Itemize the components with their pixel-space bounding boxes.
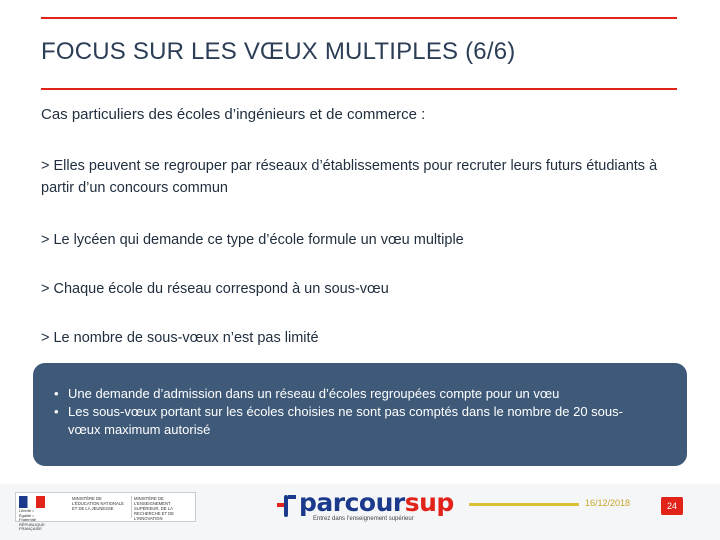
chevron-icon: >: [41, 330, 50, 346]
slide-date: 16/12/2018: [585, 498, 631, 508]
chevron-icon: >: [41, 232, 50, 248]
slide-title: FOCUS SUR LES VŒUX MULTIPLES (6/6): [41, 38, 516, 65]
logo-part-2: sup: [404, 488, 454, 517]
parcoursup-mark-icon: [277, 495, 297, 517]
highlight-box: [33, 363, 687, 466]
point-4: [41, 327, 691, 349]
point-2-text: Le lycéen qui demande ce type d’école formule un vœu multiple: [53, 232, 464, 248]
marianne-logo: [19, 496, 45, 531]
highlight-item-2-text: Les sous-vœux portant sur les écoles choisies ne sont pas comptés dans le nombre de 20 sous-vœux maximum autorisé: [68, 404, 623, 437]
highlight-list: [54, 385, 667, 439]
top-red-rule: [41, 17, 677, 19]
logo-divider: [131, 496, 132, 518]
republic-text: Liberté • Égalité • Fraternité RÉPUBLIQUE FRANÇAISE: [19, 508, 45, 531]
bullet-icon: •: [54, 386, 59, 401]
title-red-rule: [41, 88, 677, 90]
logo-part-1: parcour: [299, 488, 405, 517]
french-flag-icon: [19, 496, 45, 508]
logo-tagline: Entrez dans l’enseignement supérieur: [313, 516, 414, 522]
highlight-item-2: [54, 403, 654, 439]
point-2: [41, 229, 691, 251]
parcoursup-logo: [277, 488, 454, 524]
point-3: [41, 278, 691, 300]
point-4-text: Le nombre de sous-vœux n’est pas limité: [53, 330, 319, 346]
point-3-text: Chaque école du réseau correspond à un sous-vœu: [53, 281, 389, 297]
highlight-item-1-text: Une demande d’admission dans un réseau d’écoles regroupées compte pour un vœu: [68, 386, 560, 401]
point-1-text: Elles peuvent se regrouper par réseaux d’établissements pour recruter leurs futurs étudiants à partir d’un concours commun: [41, 158, 658, 196]
chevron-icon: >: [41, 281, 50, 297]
footer-gold-line: [469, 503, 579, 506]
government-logos: [15, 492, 196, 531]
parcoursup-wordmark: [299, 488, 454, 518]
point-1: [41, 155, 691, 199]
ministry-education-label: MINISTÈRE DE L’ÉDUCATION NATIONALE ET DE LA JEUNESSE: [72, 496, 124, 511]
page-number-badge: 24: [661, 497, 683, 515]
chevron-icon: >: [41, 158, 50, 174]
bullet-icon: •: [54, 404, 59, 419]
highlight-item-1: [54, 385, 654, 403]
slide-subtitle: Cas particuliers des écoles d’ingénieurs et de commerce :: [41, 106, 426, 123]
ministry-higher-education-label: MINISTÈRE DE L’ENSEIGNEMENT SUPÉRIEUR, DE LA RECHERCHE ET DE L’INNOVATION: [134, 496, 174, 521]
